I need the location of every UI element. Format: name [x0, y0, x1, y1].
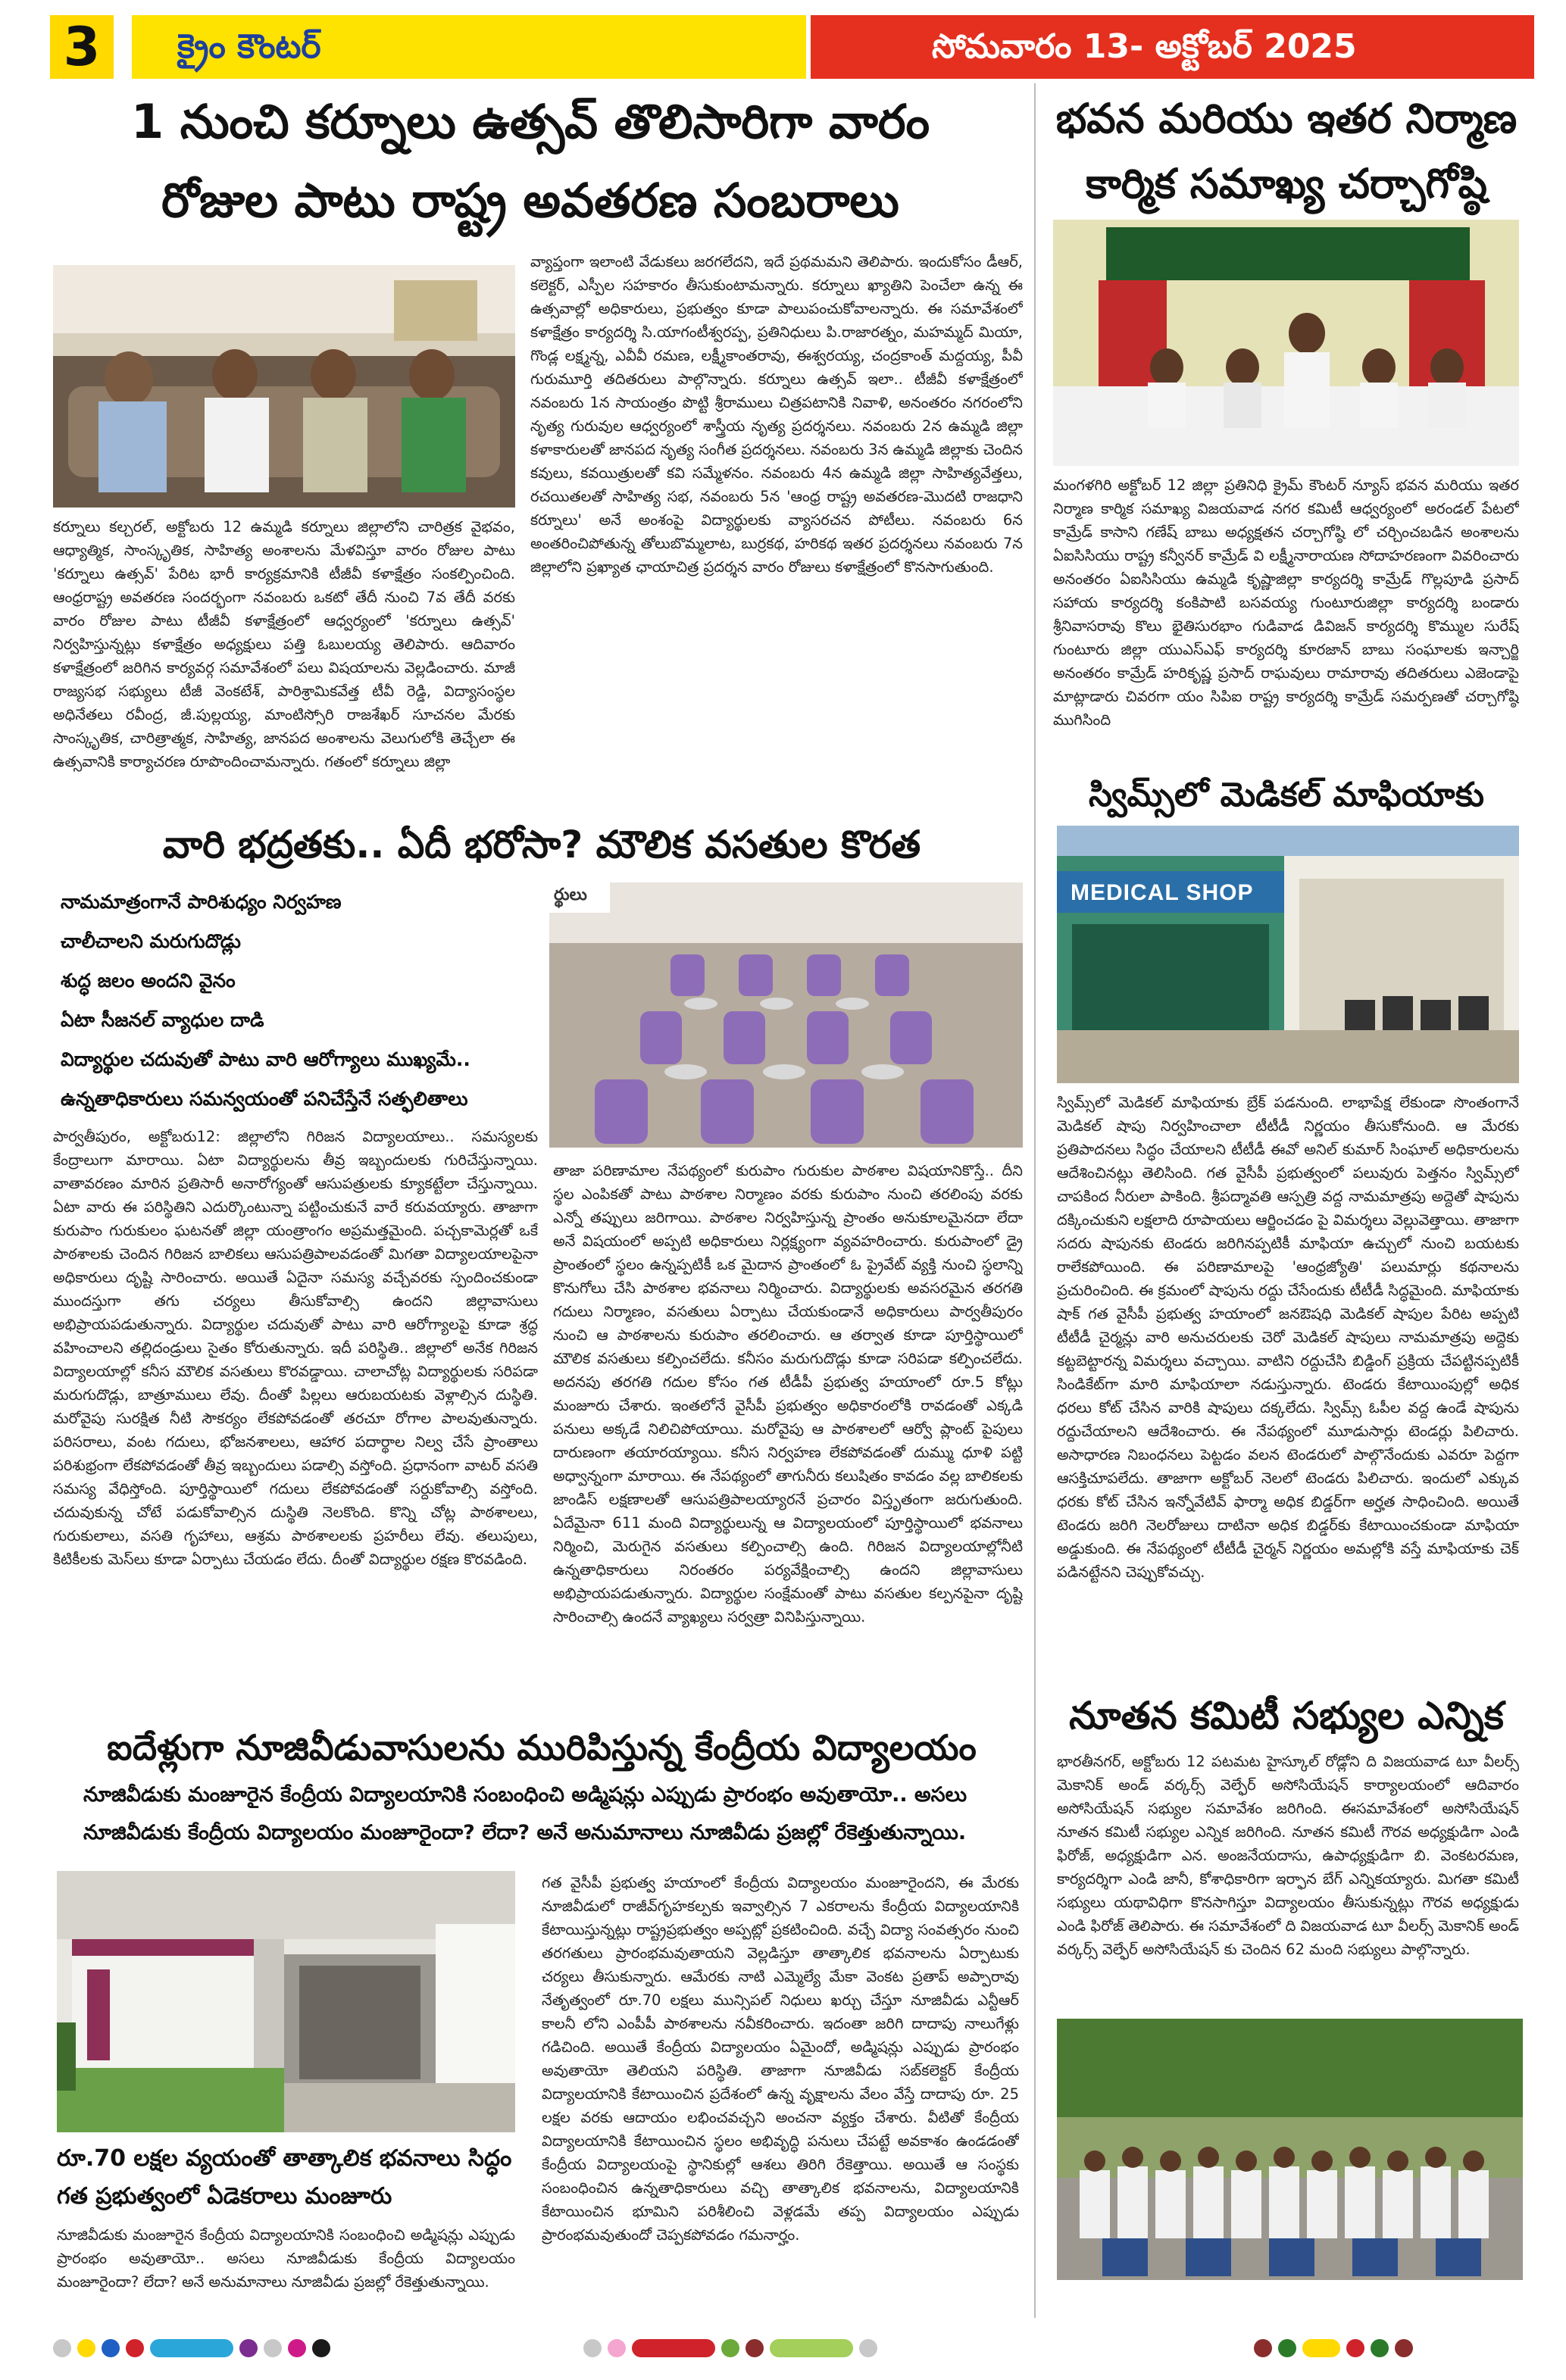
- footer-color-strip-left: [53, 2339, 336, 2357]
- color-dot: [102, 2339, 120, 2357]
- article5-headline: ఐదేళ్లుగా నూజివీడువాసులను మురిపిస్తున్న కేంద్రీయ విద్యాలయం: [107, 1727, 977, 1768]
- color-dot: [859, 2339, 877, 2357]
- article5-column2: గత వైసీపీ ప్రభుత్వ హయాంలో కేంద్రీయ విద్యాలయం మంజూరైందని, ఈ మేరకు నూజివీడులో రాజీవ్‌గృహకల్పకు ఇవ్వాల్సిన 7 ఎకరాలను కేంద్రీయ విద్యాలయానికి కేటాయిస్తున్నట్లు రాష్ట్రప్రభుత్వం అప్పట్లో ప్రకటించింది. వచ్చే విద్యా సంవత్సరం నుంచి తరగతులు ప్రారంభమవుతాయని వెల్లడిస్తూ తాత్కాలిక భవనాలను ఏర్పాటుకు చర్యలు తీసుకున్నారు. ఆమేరకు నాటి ఎమ్మెల్యే మేకా వెంకట ప్రతాప్ అప్పారావు నేతృత్వంలో రూ.70 లక్షలు మున్సిపల్ నిధులు ఖర్చు చేస్తూ నూజివీడు ఎన్టీఆర్ కాలనీ లోని ఎంపీపీ పాఠశాలను నవీకరించారు. ఇదంతా జరిగి దాదాపు నాలుగేళ్లు గడిచింది. అయితే కేంద్రీయ విద్యాలయం ఏమైందో, అడ్మిషన్లు ఎప్పుడు ప్రారంభం అవుతాయో తెలియని పరిస్థితి. తాజాగా నూజివీడు సబ్‌కలెక్టర్ కేంద్రీయ విద్యాలయానికి కేటాయించిన ప్రదేశంలో ఉన్న వృక్షాలను వేలం వేస్తే దాదాపు రూ. 25 లక్షల వరకు ఆదాయం లభించవచ్చని అంచనా వ్యక్తం చేశారు. వీటితో కేంద్రీయ విద్యాలయానికి కేటాయించిన స్థలం అభివృద్ధి పనులు చేపట్టే అవకాశం ఉండడంతో కేంద్రీయ విద్యాలయంపై స్థానికుల్లో ఆశలు తిరిగి రేకెత్తాయి. అయితే ఆ సంస్థకు సంబంధించిన ఉన్నతాధికారులు వచ్చి తాత్కాలిక భవనాలను, విద్యాలయానికి కేటాయించిన భూమిని పరిశీలించి వెళ్లడమే తప్ప విద్యాలయం ఎప్పుడు ప్రారంభమవుతుందో చెప్పకపోవడం గమనార్హం.: [542, 1874, 1019, 2244]
- article1-column2: వ్యాప్తంగా ఇలాంటి వేడుకలు జరగలేదని, ఇదే ప్రథమమని తెలిపారు. ఇందుకోసం డీఆర్, కలెక్టర్, ఎస్పీల సహకారం తీసుకుంటామన్నారు. కర్నూలు ఖ్యాతిని పెంచేలా ఉన్న ఈ ఉత్సవాల్లో అధికారులు, ప్రభుత్వం కూడా పాలుపంచుకోవాలన్నారు. ఈ సమావేశంలో కళాక్షేత్రం కార్యదర్శి సి.యాగంటీశ్వరప్ప, ప్రతినిధులు పి.రాజారత్నం, మహమ్మద్ మియా, గొండ్ల లక్ష్మన్న, ఎవీవీ రమణ, లక్ష్మీకాంతరావు, ఈశ్వరయ్య, చంద్రకాంత్ మద్దయ్య, పీవీ గురుమూర్తి తదితరులు పాల్గొన్నారు. కర్నూలు ఉత్సవ్ ఇలా.. టీజీవీ కళాక్షేత్రంలో నవంబరు 1న సాయంత్రం పొట్టి శ్రీరాములు చిత్రపటానికి నివాళి, అనంతరం నగరంలోని నృత్య గురువుల ఆధ్వర్యంలో శాస్త్రీయ నృత్య ప్రదర్శనలు. నవంబరు 2న ఉమ్మడి జిల్లా కళాకారులతో జానపద నృత్య సంగీత ప్రదర్శనలు. నవంబరు 3న ఉమ్మడి జిల్లాకు చెందిన కవులు, కవయిత్రులతో కవి సమ్మేళనం. నవంబరు 4న ఉమ్మడి జిల్లా సాహిత్యవేత్తలు, రచయితలతో సాహిత్య సభ, నవంబరు 5న 'ఆంధ్ర రాష్ట్ర అవతరణ-మొదటి రాజధాని కర్నూలు' అనే అంశంపై విద్యార్థులకు వ్యాసరచన పోటీలు. నవంబరు 6న అంతరించిపోతున్న తోలుబొమ్మలాట, బుర్రకథ, హరికథ ఇతర ప్రదర్శనలు నవంబరు 7న జిల్లాలోని ప్రఖ్యాత ఛాయాచిత్ర ప్రదర్శన వారం రోజులు కళాక్షేత్రంలో కొనసాగుతుంది.: [530, 253, 1023, 576]
- color-dot: [312, 2339, 330, 2357]
- article6-text: భారతీనగర్, అక్టోబరు 12 పటమట హైస్కూల్ రోడ్లోని ది విజయవాడ టూ వీలర్స్ మెకానిక్ అండ్ వర్కర్స్ వెల్ఫేర్ అసోసియేషన్ కార్యాలయంలో ఆదివారం అసోసియేషన్ సభ్యుల సమావేశం జరిగింది. ఈసమావేశంలో అసోసియేషన్ నూతన కమిటీ సభ్యుల ఎన్నిక జరిగింది. నూతన కమిటీ గౌరవ అధ్యక్షుడిగా ఎండి ఫిరోజ్, అధ్యక్షుడిగా ఎన. అంజనేయదాసు, ఉపాధ్యక్షుడిగా బి. వెంకటరమణ, కార్యదర్శిగా ఎండి జానీ, కోశాధికారిగా ఇర్ఫాన బేగ్ ఎన్నికయ్యారు. మిగతా కమిటీ సభ్యులు యథావిధిగా కొనసాగిస్తూ విద్యాలయం తీసుకున్నట్లు గౌరవ అధ్యక్షుడు ఎండి ఫిరోజ్ తెలిపారు. ఈ సమావేశంలో ది విజయవాడ టూ వీలర్స్ మెకానిక్ అండ్ వర్కర్స్ వెల్ఫేర్ అసోసియేషన్ కు చెందిన 62 మంది సభ్యులు పాల్గొన్నారు.: [1057, 1753, 1519, 1958]
- article6-headline: నూతన కమిటీ సభ్యుల ఎన్నిక: [1069, 1694, 1504, 1738]
- color-bar: [150, 2339, 233, 2357]
- bullet-item: నామమాత్రంగానే పారిశుధ్యం నిర్వహణ: [61, 891, 342, 913]
- article4-photo-medical-shop: [1057, 826, 1519, 1083]
- color-dot: [126, 2339, 144, 2357]
- article2-text: మంగళగిరి అక్టోబర్ 12 జిల్లా ప్రతినిధి క్రైమ్ కౌంటర్ న్యూస్ భవన మరియు ఇతర నిర్మాణ కార్మిక సమాఖ్య విజయవాడ నగర కమిటీ ఆధ్వర్యంలో అరండల్ పేటలో కామ్రేడ్ కాసాని గణేష్ బాబు అధ్యక్షతన చర్చాగోష్ఠి లో చర్చించబడిన అంశాలను ఏఐసిసియు రాష్ట్ర కన్వీనర్ కామ్రేడ్ వి లక్ష్మీనారాయణ సోదాహరణంగా వివరించారు అనంతరం ఏఐసిసియు ఉమ్మడి కృష్ణాజిల్లా కార్యదర్శి కామ్రేడ్ గొల్లపూడి ప్రసాద్ సహాయ కార్యదర్శి కంకిపాటి బసవయ్య గుంటూరుజిల్లా కార్యదర్శి బండారు శ్రీనివాసరావు కొలు భైతిసురభాం గుడివాడ డివిజన్ కార్యదర్శి కొమ్ముల సురేష్ గుంటూరు జిల్లా యుఎస్ఎఫ్ కార్యదర్శి కూరజాన్ బాబు సంఘాలకు ఇన్చార్జి అనంతరం కామ్రేడ్ హరికృష్ణ ప్రసాద్ రాఘవులు రామారావు తదితరులు ఎజెండాపై మాట్లాడారు చివరగా యం సిపిఐ రాష్ట్ర కార్యదర్శి కామ్రేడ్ సమర్పణతో చర్చాగోష్ఠి ముగిసింది: [1053, 476, 1519, 729]
- bullet-item: శుద్ధ జలం అందని వైనం: [61, 970, 236, 992]
- color-dot: [721, 2339, 739, 2357]
- article3-column2: తాజా పరిణామాల నేపథ్యంలో కురుపాం గురుకుల పాఠశాల విషయానికొస్తే.. దీని స్థల ఎంపికతో పాటు పాఠశాల నిర్మాణం వరకు కురుపాం నుంచి తరలింపు వరకు ఎన్నో తప్పులు జరిగాయి. పాఠశాల నిర్వహిస్తున్న ప్రాంతం అనుకూలమైనదా లేదా అనే విషయంలో అప్పటి అధికారులు నిర్లక్ష్యంగా వ్యవహరించారు. కురుపాంలో డ్రై ప్రాంతంలో స్థలం ఉన్నప్పటికీ ఒక మైదాన ప్రాంతంలో ఓ ప్రైవేట్ వ్యక్తి నుంచి స్థలాన్ని కొనుగోలు చేసి పాఠశాల భవనాలు నిర్మించారు. విద్యార్థులకు అవసరమైన తరగతి గదులు నిర్మాణం, వసతులు ఏర్పాటు చేయకుండానే అధికారులు పార్వతీపురం నుంచి ఆ పాఠశాలను కురుపాం తరలించారు. ఆ తర్వాత కూడా పూర్తిస్థాయిలో మౌలిక వసతులు కల్పించలేదు. కనీసం మరుగుదొడ్లు కూడా సరిపడా కల్పించలేదు. అదనపు తరగతి గదుల కోసం గత టీడీపీ ప్రభుత్వ హయాంలో రూ.5 కోట్లు మంజూరు చేశారు. ఇంతలోనే వైసీపీ ప్రభుత్వం అధికారంలోకి రావడంతో ఎక్కడి పనులు అక్కడే నిలిచిపోయాయి. మరోవైపు ఆ పాఠశాలలో ఆర్వో ప్లాంట్ పైపులు దారుణంగా తయారయ్యాయి. కనీస నిర్వహణ లేకపోవడంతో దుమ్ము ధూళి పట్టి అధ్వాన్నంగా మారాయి. ఈ నేపథ్యంలో తాగునీరు కలుషితం కావడం వల్ల బాలికలకు జాండిస్ లక్షణాలతో ఆసుపత్రిపాలయ్యారనే ప్రచారం విస్తృతంగా జరుగుతుంది. ఏదేమైనా 611 మంది విద్యార్థులున్న ఆ విద్యాలయంలో పూర్తిస్థాయిలో భవనాలు నిర్మించి, మెరుగైన వసతులు కల్పించాల్సి ఉంది. గిరిజన విద్యాలయాల్లోనీటి ఉన్నతాధికారులు నిరంతరం పర్యవేక్షించాల్సి ఉందని జిల్లావాసులు అభిప్రాయపడుతున్నారు. విద్యార్థుల సంక్షేమంతో పాటు వసతుల కల్పనపైనా దృష్టి సారించాల్సి ఉందనే వ్యాఖ్యలు సర్వత్రా వినిపిస్తున్నాయి.: [553, 1162, 1023, 1626]
- color-dot: [1346, 2339, 1364, 2357]
- article4-shop-sign: MEDICAL SHOP: [1071, 880, 1254, 905]
- color-dot: [1254, 2339, 1272, 2357]
- color-dot: [53, 2339, 71, 2357]
- color-dot: [264, 2339, 282, 2357]
- color-bar: [632, 2339, 715, 2357]
- article5-photo-school-building: [57, 1871, 515, 2132]
- bullet-item: విద్యార్థుల చదువుతో పాటు వారి ఆరోగ్యాలు ముఖ్యమే..: [61, 1048, 470, 1070]
- article3-photo-students: [549, 882, 1023, 1148]
- article1-photo-meeting: [53, 265, 515, 508]
- article5-caption-line2: గత ప్రభుత్వంలో ఏడెకరాలు మంజూరు: [57, 2183, 392, 2210]
- article4-headline: స్విమ్స్‌లో మెడికల్ మాఫియాకు: [1088, 776, 1485, 814]
- article3-column1: పార్వతీపురం, అక్టోబరు12: జిల్లాలోని గిరిజన విద్యాలయాలు.. సమస్యలకు కేంద్రాలుగా మారాయి. ఏటా విద్యార్థులను తీవ్ర ఇబ్బందులకు గురిచేస్తున్నాయి. వాతావరణం మారిన ప్రతిసారీ అనారోగ్యంతో ఆసుపత్రులకు క్యూకట్టేలా చేస్తున్నాయి. ఏటా వారు ఈ పరిస్థితిని ఎదుర్కొంటున్నా పట్టించుకునే వారే కరువయ్యారు. తాజాగా కురుపాం గురుకులం ఘటనతో జిల్లా యంత్రాంగం అప్రమత్తమైంది. పచ్చకామెర్లతో ఒకే పాఠశాలకు చెందిన గిరిజన బాలికలు ఆసుపత్రిపాలవడంతో మిగతా విద్యాలయాలపైనా అధికారులు దృష్టి సారించారు. అయితే ఏదైనా సమస్య వచ్చేవరకు స్పందించకుండా ముందస్తుగా తగు చర్యలు తీసుకోవాల్సి ఉందని జిల్లావాసులు అభిప్రాయపడుతున్నారు. విద్యార్థుల చదువుతో పాటు వారి ఆరోగ్యాలపై కూడా శ్రద్ధ వహించాలని తల్లిదండ్రులు సైతం కోరుతున్నారు. ఇదీ పరిస్థితి.. జిల్లాలో అనేక గిరిజన విద్యాలయాల్లో కనీస మౌలిక వసతులు కొరవడ్డాయి. చాలాచోట్ల విద్యార్థులకు సరిపడా మరుగుదొడ్లు, బాత్రూములు లేవు. దీంతో పిల్లలు ఆరుబయటకు వెళ్లాల్సిన దుస్థితి. మరోవైపు సురక్షిత నీటి సౌకర్యం లేకపోవడంతో తరచూ రోగాల పాలవుతున్నారు. పరిసరాలు, వంట గదులు, భోజనశాలలు, ఆహార పదార్థాల నిల్వ చేసే ప్రాంతాలు పరిశుభ్రంగా లేకపోవడంతో తీవ్ర ఇబ్బందులు పడాల్సి వస్తోంది. ప్రధానంగా వాటర్ వసతి సమస్య వేధిస్తోంది. పూర్తిస్థాయిలో గదులు లేకపోవడంతో సర్దుకోవాల్సి వస్తోంది. చదువుకున్న చోటే పడుకోవాల్సిన దుస్థితి నెలకొంది. కొన్ని చోట్ల పాఠశాలలు, గురుకులాలు, వసతి గృహాలు, ఆశ్రమ పాఠశాలలకు ప్రహరీలు లేవు. తలుపులు, కిటికీలకు మెస్‌లు కూడా ఏర్పాటు చేయడం లేదు. దీంతో విద్యార్థుల రక్షణ కొరవడింది.: [53, 1128, 538, 1568]
- article6-photo-group: [1057, 2019, 1523, 2280]
- page-number: 3: [50, 15, 114, 79]
- article1-headline-line2: రోజుల పాటు రాష్ట్ర అవతరణ సంబరాలు: [161, 173, 899, 228]
- color-dot: [77, 2339, 95, 2357]
- article3-photo-tag: ర్థులు: [554, 885, 587, 904]
- article2-headline-line1: భవన మరియు ఇతర నిర్మాణ: [1055, 95, 1518, 142]
- bullet-item: ఉన్నతాధికారులు సమన్వయంతో పనిచేస్తేనే సత్ఫలితాలు: [61, 1088, 468, 1110]
- article2-photo-conference: [1053, 220, 1519, 466]
- color-dot: [1395, 2339, 1413, 2357]
- article4-text: స్విమ్స్‌లో మెడికల్ మాఫియాకు బ్రేక్ పడనుంది. లాభాపేక్ష లేకుండా సొంతంగానే మెడికల్ షాపు నిర్వహించాలా టీటీడీ నిర్ణయం తీసుకోనుంది. ఆ మేరకు ప్రతిపాదనలు సిద్ధం చేయాలని టీటీడీ ఈవో అనిల్ కుమార్ సింఘాల్ అధికారులను ఆదేశించినట్లు తెలిసింది. గత వైసీపీ ప్రభుత్వంలో పలువురు పెత్తనం స్విమ్స్‌లో చాపకింద నీరులా పాకింది. శ్రీపద్మావతి ఆస్పత్రి వద్ద నామమాత్రపు అద్దెతో షాపును దక్కించుకుని లక్షలాది రూపాయలు ఆర్జించడం పై విమర్శలు వెల్లువెత్తాయి. తాజాగా సదరు షాపునకు టెండరు జరిగినప్పటికీ మాఫియా ఉచ్చులో నుంచి బయటకు రాలేకపోయింది. ఈ పరిణామాలపై 'ఆంధ్రజ్యోతి' పలుమార్లు కథనాలను ప్రచురించింది. ఈ క్రమంలో షాపును రద్దు చేసేందుకు టీటీడీ సిద్ధమైంది. మాఫియాకు షాక్ గత వైసీపీ ప్రభుత్వ హయాంలో జనఔషధి మెడికల్ షాపుల పేరిట అప్పటి టీటీడీ చైర్మన్లు వారి అనుచరులకు చెరో మెడికల్ షాపులు నామమాత్రపు అద్దెకు కట్టబెట్టారన్న విమర్శలు వచ్చాయి. వాటిని రద్దుచేసి బిడ్డింగ్ ప్రక్రియ చేపట్టినప్పటికీ సిండికేట్‌గా మారి మాఫియాలా నడుస్తున్నారు. టెండరు కేటాయింపుల్లో అధిక ధరలు కోట్ చేసిన వారికి షాపులు దక్కలేదు. స్విమ్స్ ఓపీల వద్ద ఉండే షాపును రద్దుచేయాలని ఆదేశించారు. ఈ నేపథ్యంలో మూడుసార్లు టెండర్లు పిలిచారు. అసాధారణ నిబంధనలు పెట్టడం వలన టెండరులో పాల్గొనేందుకు ఎవరూ పెద్దగా ఆసక్తిచూపలేదు. తాజాగా అక్టోబర్ నెలలో టెండరు పిలిచారు. ఇందులో ఎక్కువ ధరకు కోట్ చేసిన ఇన్నోవేటివ్ ఫార్మా అధిక బిడ్డర్‌గా అర్హత సాధించింది. అయితే టెండరు జరిగి నెలరోజులు దాటినా అధిక బిడ్డర్‌కు కేటాయించకుండా మాఫియా అడ్డుకుంది. ఈ నేపథ్యంలో టీటీడీ చైర్మన్ నిర్ణయం అమల్లోకి వస్తే మాఫియాకు చెక్ పడినట్టేనని చెప్పుకోవచ్చు.: [1057, 1094, 1519, 1581]
- article1-column1: కర్నూలు కల్చరల్, అక్టోబరు 12 ఉమ్మడి కర్నూలు జిల్లాలోని చారిత్రక వైభవం, ఆధ్యాత్మిక, సాంస్కృతిక, సాహిత్య అంశాలను మేళవిస్తూ వారం రోజుల పాటు 'కర్నూలు ఉత్సవ్' పేరిట భారీ కార్యక్రమానికి టీజీవీ కళాక్షేత్రం సంకల్పించింది. ఆంధ్రరాష్ట్ర అవతరణ సందర్భంగా నవంబరు ఒకటో తేదీ నుంచి 7వ తేదీ వరకు వారం రోజుల పాటు టీజీవీ కళాక్షేత్రంలో ఆధ్వర్యంలో 'కర్నూలు ఉత్సవ్' నిర్వహిస్తున్నట్లు కళాక్షేత్రం అధ్యక్షులు పత్తి ఓబులయ్య తెలిపారు. ఆదివారం కళాక్షేత్రంలో జరిగిన కార్యవర్గ సమావేశంలో పలు విషయాలను వెల్లడించారు. మాజీ రాజ్యసభ సభ్యులు టీజీ వెంకటేశ్, పారిశ్రామికవేత్త టీవీ రెడ్డి, విద్యాసంస్థల అధినేతలు రవీంద్ర, జీ.పుల్లయ్య, మాంటిస్సోరి రాజశేఖర్ సూచనల మేరకు సాంస్కృతిక, చారిత్రాత్మక, సాహిత్య, జానపద అంశాలను వెలుగులోకి తెచ్చేలా ఈ ఉత్సవానికి కార్యాచరణ రూపొందించామన్నారు. గతంలో కర్నూలు జిల్లా: [53, 518, 515, 770]
- color-dot: [1278, 2339, 1296, 2357]
- footer-color-strip-middle: [583, 2339, 883, 2357]
- article3-headline: వారి భద్రతకు.. ఏదీ భరోసా? మౌలిక వసతుల కొరత: [162, 823, 921, 867]
- article5-caption-line1: రూ.70 లక్షల వ్యయంతో తాత్కాలిక భవనాలు సిద్ధం: [57, 2145, 512, 2172]
- color-bar: [1302, 2339, 1340, 2357]
- article2-headline-line2: కార్మిక సమాఖ్య చర్చాగోష్ఠి: [1085, 160, 1488, 208]
- color-dot: [583, 2339, 602, 2357]
- article3-bullet-list: [61, 882, 568, 1119]
- section-name: క్రైం కౌంటర్: [132, 15, 806, 79]
- issue-date: సోమవారం 13- అక్టోబర్ 2025: [811, 15, 1534, 79]
- article5-column1: నూజివీడుకు మంజూరైన కేంద్రీయ విద్యాలయానికి సంబంధించి అడ్మిషన్లు ఎప్పుడు ప్రారంభం అవుతాయో.. అసలు నూజివీడుకు కేంద్రీయ విద్యాలయం మంజూరైందా? లేదా? అనే అనుమానాలు నూజివీడు ప్రజల్లో రేకెత్తుతున్నాయి.: [57, 2226, 515, 2291]
- column-divider: [1034, 83, 1036, 2318]
- color-dot: [745, 2339, 764, 2357]
- footer-color-strip-right: [1254, 2339, 1419, 2357]
- color-dot: [608, 2339, 626, 2357]
- color-dot: [288, 2339, 306, 2357]
- article1-headline-line1: 1 నుంచి కర్నూలు ఉత్సవ్ తొలిసారిగా వారం: [130, 94, 930, 149]
- bullet-item: ఏటా సీజనల్ వ్యాధుల దాడి: [61, 1009, 264, 1031]
- color-dot: [239, 2339, 258, 2357]
- color-dot: [1371, 2339, 1389, 2357]
- bullet-item: చాలీచాలని మరుగుదొడ్లు: [61, 930, 241, 952]
- article5-subhead: నూజివీడుకు మంజూరైన కేంద్రీయ విద్యాలయానికి సంబంధించి అడ్మిషన్లు ఎప్పుడు ప్రారంభం అవుతాయో.. అసలు నూజివీడుకు కేంద్రీయ విద్యాలయం మంజూరైందా? లేదా? అనే అనుమానాలు నూజివీడు ప్రజల్లో రేకెత్తుతున్నాయి.: [83, 1783, 967, 1844]
- color-bar: [770, 2339, 853, 2357]
